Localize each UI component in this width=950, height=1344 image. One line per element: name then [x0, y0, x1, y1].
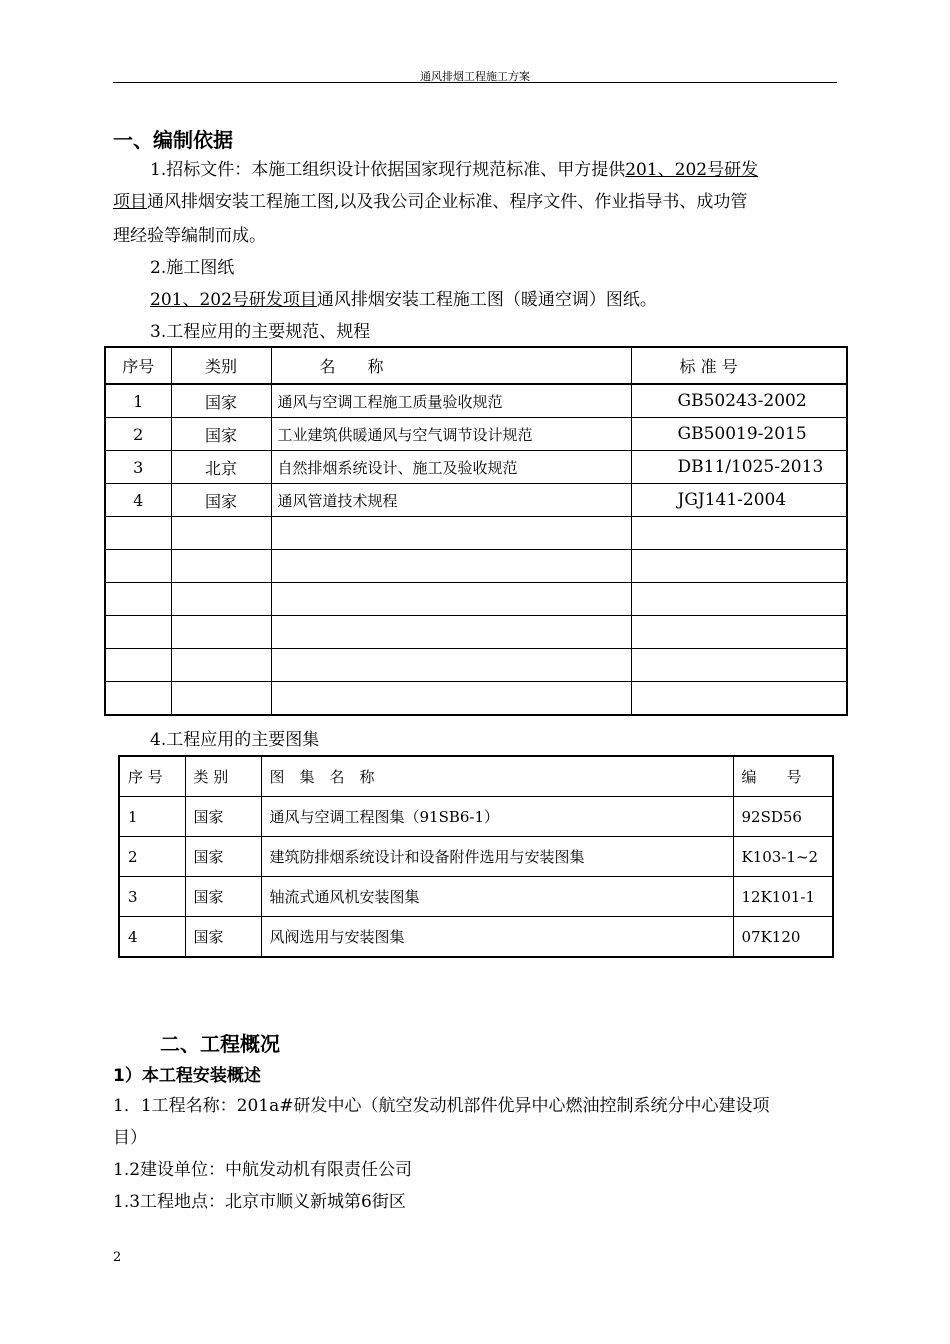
- cell-index: 2: [119, 837, 185, 877]
- table-header-row: [119, 756, 833, 797]
- paragraph-drawings-title: 2.施工图纸: [150, 258, 235, 278]
- table-row: [119, 797, 833, 837]
- empty-row: [105, 649, 847, 682]
- table-row: [105, 484, 847, 517]
- cell-category: 国家: [185, 917, 261, 958]
- paragraph-drawings: [150, 284, 657, 316]
- cell-code: K103-1~2: [733, 837, 833, 877]
- project-location-line: 1.3工程地点：北京市顺义新城第6街区: [113, 1192, 406, 1212]
- col-header-index: 序号: [105, 347, 171, 384]
- header-rule: [113, 82, 837, 83]
- construction-unit-line: 1.2建设单位：中航发动机有限责任公司: [113, 1160, 413, 1180]
- project-link-underlined: 201、202号研发: [625, 160, 759, 180]
- paragraph-standards-title: 3.工程应用的主要规范、规程: [150, 322, 371, 342]
- table-row: [119, 837, 833, 877]
- cell-atlas-name: 通风与空调工程图集（91SB6-1）: [261, 797, 733, 837]
- project-name-line: 1．1工程名称：201a#研发中心（航空发动机部件优异中心燃油控制系统分中心建设项: [113, 1096, 770, 1116]
- empty-row: [105, 517, 847, 550]
- col-header-standard: 标 准 号: [631, 347, 847, 384]
- paragraph-bidding-line2: [113, 186, 747, 218]
- cell-standard: GB50019-2015: [631, 418, 847, 451]
- cell-category: 北京: [171, 451, 271, 484]
- page-number: 2: [113, 1250, 122, 1265]
- cell-category: 国家: [171, 418, 271, 451]
- paragraph-atlas-title: 4.工程应用的主要图集: [150, 730, 320, 750]
- cell-index: 3: [105, 451, 171, 484]
- drawings-text: 通风排烟安装工程施工图（暖通空调）图纸。: [316, 290, 657, 310]
- page-header-title: 通风排烟工程施工方案: [420, 70, 530, 83]
- cell-name: 通风与空调工程施工质量验收规范: [271, 384, 631, 418]
- bidding-text-cont: 通风排烟安装工程施工图,以及我公司企业标准、程序文件、作业指导书、成功管: [147, 192, 748, 212]
- cell-index: 3: [119, 877, 185, 917]
- table-row: [105, 451, 847, 484]
- cell-name: 工业建筑供暖通风与空气调节设计规范: [271, 418, 631, 451]
- empty-row: [105, 583, 847, 616]
- col-header-index: 序 号: [119, 756, 185, 797]
- cell-code: 12K101-1: [733, 877, 833, 917]
- atlas-table: [118, 755, 834, 958]
- table-row: [119, 877, 833, 917]
- cell-atlas-name: 风阀选用与安装图集: [261, 917, 733, 958]
- cell-index: 4: [119, 917, 185, 958]
- cell-standard: JGJ141-2004: [631, 484, 847, 517]
- project-underlined-cont: 项目: [113, 192, 147, 212]
- cell-category: 国家: [185, 797, 261, 837]
- table-row: [105, 418, 847, 451]
- paragraph-bidding-line1: [150, 154, 758, 186]
- drawings-project-underlined: 201、202号研发项目: [150, 290, 317, 310]
- cell-atlas-name: 轴流式通风机安装图集: [261, 877, 733, 917]
- cell-category: 国家: [185, 837, 261, 877]
- paragraph-bidding-line3: 理经验等编制而成。: [113, 226, 266, 246]
- cell-category: 国家: [171, 484, 271, 517]
- empty-row: [105, 682, 847, 716]
- cell-name: 自然排烟系统设计、施工及验收规范: [271, 451, 631, 484]
- empty-row: [105, 616, 847, 649]
- table-header-row: [105, 347, 847, 384]
- col-header-atlas-name: 图 集 名 称: [261, 756, 733, 797]
- col-header-code: 编 号: [733, 756, 833, 797]
- cell-index: 2: [105, 418, 171, 451]
- subheading-install-overview: 1）本工程安装概述: [113, 1066, 261, 1086]
- cell-index: 1: [119, 797, 185, 837]
- table-row: [105, 384, 847, 418]
- cell-name: 通风管道技术规程: [271, 484, 631, 517]
- cell-code: 07K120: [733, 917, 833, 958]
- bidding-text: 1.招标文件：本施工组织设计依据国家现行规范标准、甲方提供: [150, 160, 626, 180]
- standards-table: [104, 346, 848, 716]
- col-header-name: 名 称: [271, 347, 631, 384]
- project-name-line-cont: 目）: [113, 1128, 147, 1148]
- empty-row: [105, 550, 847, 583]
- cell-atlas-name: 建筑防排烟系统设计和设备附件选用与安装图集: [261, 837, 733, 877]
- cell-index: 4: [105, 484, 171, 517]
- col-header-category: 类别: [171, 347, 271, 384]
- cell-code: 92SD56: [733, 797, 833, 837]
- cell-standard: GB50243-2002: [631, 384, 847, 418]
- section-heading-basis: 一、编制依据: [113, 128, 233, 152]
- cell-category: 国家: [171, 384, 271, 418]
- cell-category: 国家: [185, 877, 261, 917]
- col-header-category: 类 别: [185, 756, 261, 797]
- cell-standard: DB11/1025-2013: [631, 451, 847, 484]
- section-heading-overview: 二、工程概况: [160, 1032, 280, 1056]
- cell-index: 1: [105, 384, 171, 418]
- table-row: [119, 917, 833, 958]
